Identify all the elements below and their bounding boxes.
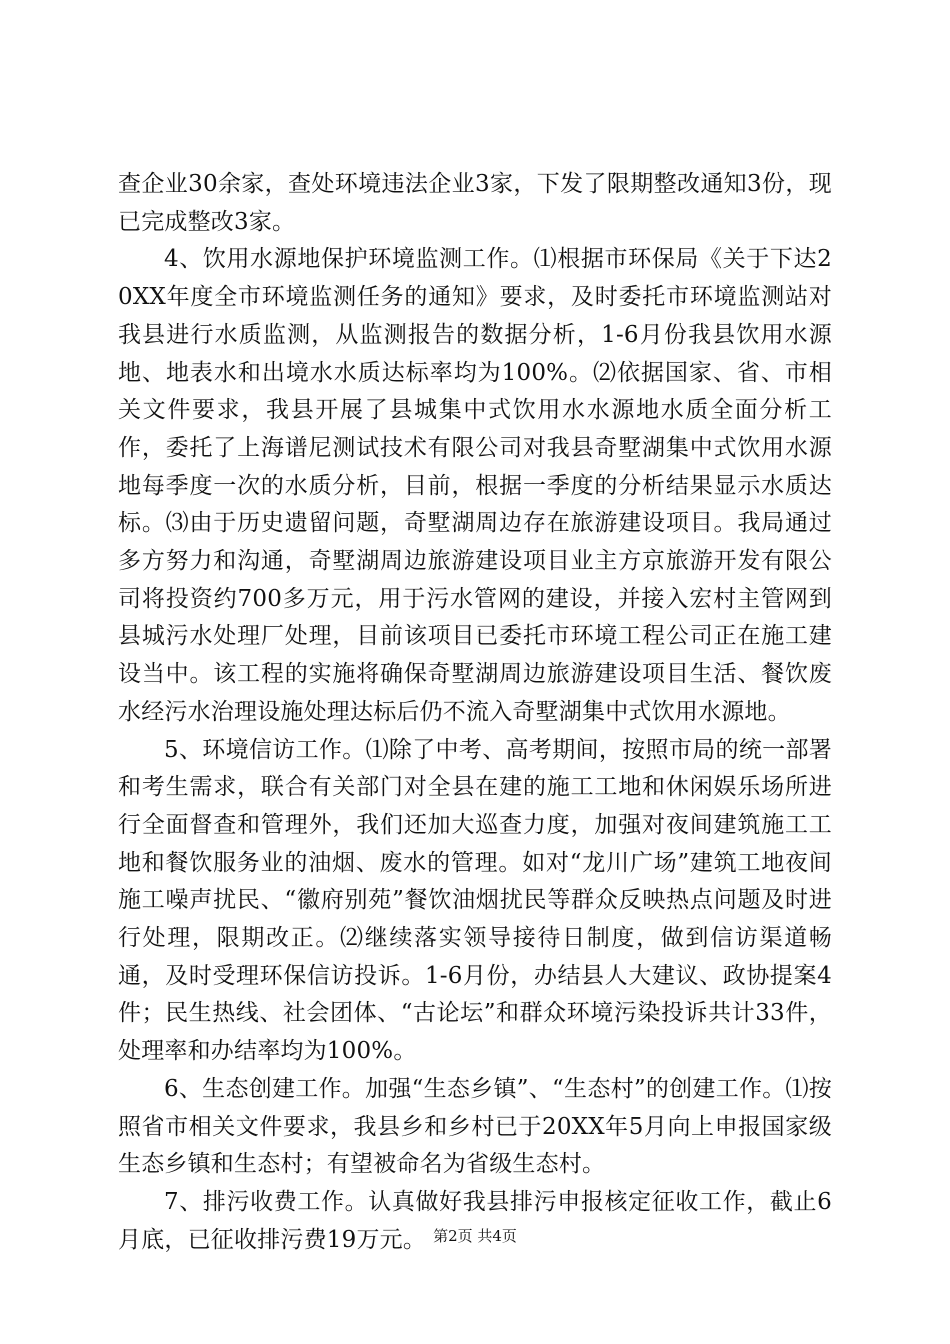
paragraph-environmental-petitions: 5、环境信访工作。⑴除了中考、高考期间，按照市局的统一部署和考生需求，联合有关部门对全县在建的施工工地和休闲娱乐场所进行全面督查和管理外，我们还加大巡查力度，加强对夜间建筑施工工地和餐饮服务业的油烟、废水的管理。如对“龙川广场”建筑工地夜间施工噪声扰民、“徽府别苑”餐饮油烟扰民等群众反映热点问题及时进行处理，限期改正。⑵继续落实领导接待日制度，做到信访渠道畅通，及时受理环保信访投诉。1-6月份，办结县人大建议、政协提案4件；民生热线、社会团体、“古论坛”和群众环境污染投诉共计33件，处理率和办结率均为100%。 [118, 736, 832, 1065]
page-number-footer: 第2页 共4页 [433, 1227, 517, 1245]
paragraph-continuation: 查企业30余家，查处环境违法企业3家，下发了限期整改通知3份，现已完成整改3家。 [118, 171, 832, 235]
document-body [118, 166, 832, 1259]
paragraph-ecological-construction: 6、生态创建工作。加强“生态乡镇”、“生态村”的创建工作。⑴按照省市相关文件要求，我县乡和乡村已于20XX年5月向上申报国家级生态乡镇和生态村；有望被命名为省级生态村。 [118, 1075, 832, 1178]
paragraph-water-source-monitoring: 4、饮用水源地保护环境监测工作。⑴根据市环保局《关于下达20XX年度全市环境监测任务的通知》要求，及时委托市环境监测站对我县进行水质监测，从监测报告的数据分析，1-6月份我县饮用水源地、地表水和出境水水质达标率均为100%。⑵依据国家、省、市相关文件要求，我县开展了县城集中式饮用水水源地水质全面分析工作，委托了上海谱尼测试技术有限公司对我县奇墅湖集中式饮用水源地每季度一次的水质分析，目前，根据一季度的分析结果显示水质达标。⑶由于历史遗留问题，奇墅湖周边存在旅游建设项目。我局通过多方努力和沟通，奇墅湖周边旅游建设项目业主方京旅游开发有限公司将投资约700多万元，用于污水管网的建设，并接入宏村主管网到县城污水处理厂处理，目前该项目已委托市环境工程公司正在施工建设当中。该工程的实施将确保奇墅湖周边旅游建设项目生活、餐饮废水经污水治理设施处理达标后仍不流入奇墅湖集中式饮用水源地。 [118, 246, 832, 725]
paragraph-pollution-fees: 7、排污收费工作。认真做好我县排污申报核定征收工作，截止6月底，已征收排污费19万元。 [118, 1188, 832, 1253]
